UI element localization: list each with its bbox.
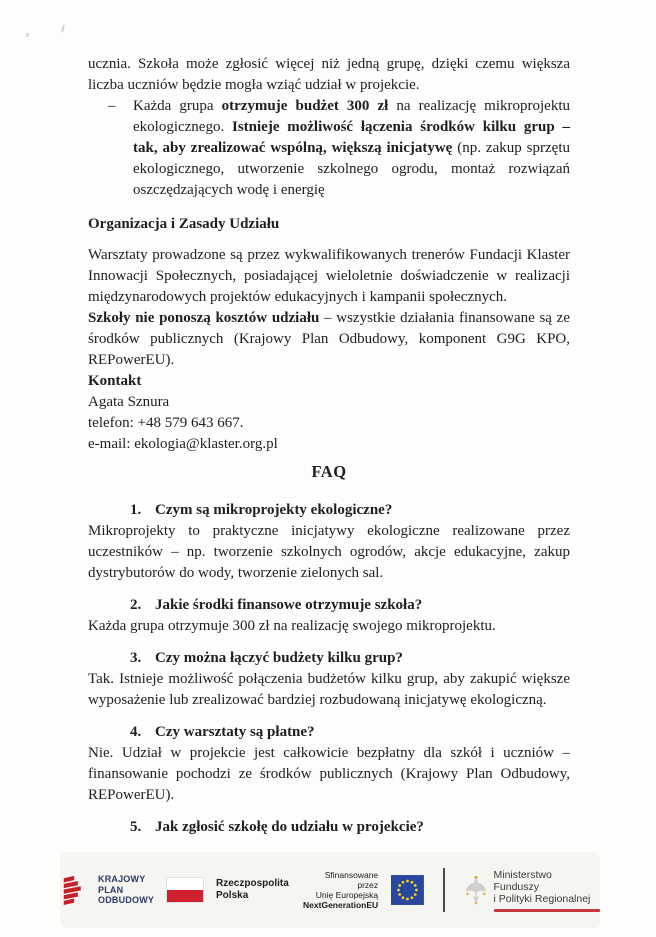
paragraph-koszty: Szkoły nie ponoszą kosztów udziału – wszystkie działania finansowane są ze środków publicznych (Krajowy Plan Odbudowy, komponent G9G KPO, REPowerEU). — [88, 310, 570, 368]
document-body — [88, 54, 570, 849]
eu-flag-icon — [391, 875, 424, 905]
faq-answer: Tak. Istnieje możliwość połączenia budżetów kilku grup, aby zakupić większe wyposażenie lub zrealizować bardziej rozbudowaną inicjatywę ekologiczną. — [88, 671, 570, 708]
kpo-blocks-icon — [60, 873, 92, 907]
faq-question: Czy warsztaty są płatne? — [155, 724, 315, 740]
faq-item — [88, 722, 570, 806]
contact-block — [88, 371, 570, 455]
faq-question: Jakie środki finansowe otrzymuje szkoła? — [155, 597, 423, 613]
faq-number: 5. — [130, 819, 142, 835]
paragraph-warsztaty: Warsztaty prowadzone są przez wykwalifikowanych trenerów Fundacji Klaster Innowacji Społecznych, posiadającej wieloletnie doświadczenie w realizacji międzynarodowych projektów edukacyjnych i kampanii społecznych. — [88, 247, 570, 305]
faq-number: 2. — [130, 597, 142, 613]
eu-funding-label: Sfinansowane przez Unię Europejską NextGenerationEU — [303, 870, 379, 910]
footer-divider — [443, 868, 445, 912]
bullet-dash: – — [108, 98, 116, 114]
republic-of-poland-label: Rzeczpospolita Polska — [216, 878, 289, 901]
ministry-label: Ministerstwo Funduszy i Polityki Regionalnej — [494, 869, 601, 912]
faq-heading: FAQ — [311, 462, 347, 481]
polish-eagle-icon — [464, 874, 488, 906]
faq-item — [88, 595, 570, 637]
bullet-item — [108, 96, 570, 201]
paragraph-continuation: ucznia. Szkoła może zgłosić więcej niż jedną grupę, dzięki czemu większa liczba uczniów będzie mogła wziąć udział w projekcie. — [88, 56, 570, 93]
ministry-underline — [494, 909, 601, 912]
faq-question: Czym są mikroprojekty ekologiczne? — [155, 502, 393, 518]
footer-logos-band — [60, 852, 600, 928]
faq-number: 1. — [130, 502, 142, 518]
faq-number: 4. — [130, 724, 142, 740]
faq-item — [88, 817, 570, 838]
faq-item — [88, 500, 570, 584]
bullet-text: Każda grupa otrzymuje budżet 300 zł na realizację mikroprojektu ekologicznego. Istnieje możliwość łączenia środków kilku grup – tak, aby zrealizować wspólną, większą inicjatywę (np. zakup sprzętu ekologicznego, utworzenie szkolnego ogrodu, montaż rozwiązań oszczędzających wodę i energię — [133, 98, 571, 198]
faq-answer: Nie. Udział w projekcie jest całkowicie bezpłatny dla szkół i uczniów – finansowanie pochodzi ze środków publicznych (Krajowy Plan Odbudowy, REPowerEU). — [88, 745, 570, 803]
poland-flag-icon — [167, 878, 203, 902]
faq-item — [88, 648, 570, 711]
faq-question-row — [88, 500, 570, 521]
faq-answer: Każda grupa otrzymuje 300 zł na realizację swojego mikroprojektu. — [88, 618, 496, 634]
contact-name: Agata Sznura — [88, 394, 170, 410]
faq-answer: Mikroprojekty to praktyczne inicjatywy ekologiczne realizowane przez uczestników – np. tworzenie szkolnych ogrodów, akcje edukacyjne, zakup dystrybutorów do wody, tworzenie zielonych sal. — [88, 523, 570, 581]
kpo-logo — [60, 873, 154, 907]
faq-question: Czy można łączyć budżety kilku grup? — [155, 650, 403, 666]
faq-number: 3. — [130, 650, 142, 666]
contact-heading: Kontakt — [88, 373, 142, 389]
contact-email: e-mail: ekologia@klaster.org.pl — [88, 436, 278, 452]
ministry-logo — [464, 869, 600, 912]
faq-question: Jak zgłosić szkołę do udziału w projekcie? — [155, 819, 424, 835]
faq-question-row — [88, 817, 570, 838]
faq-question-row — [88, 722, 570, 743]
scan-artifact — [61, 25, 65, 32]
section-heading-organizacja: Organizacja i Zasady Udziału — [88, 216, 280, 232]
kpo-label: KRAJOWY PLAN ODBUDOWY — [98, 874, 155, 906]
scan-artifact — [26, 33, 29, 37]
faq-question-row — [88, 595, 570, 616]
contact-phone: telefon: +48 579 643 667. — [88, 415, 244, 431]
faq-question-row — [88, 648, 570, 669]
